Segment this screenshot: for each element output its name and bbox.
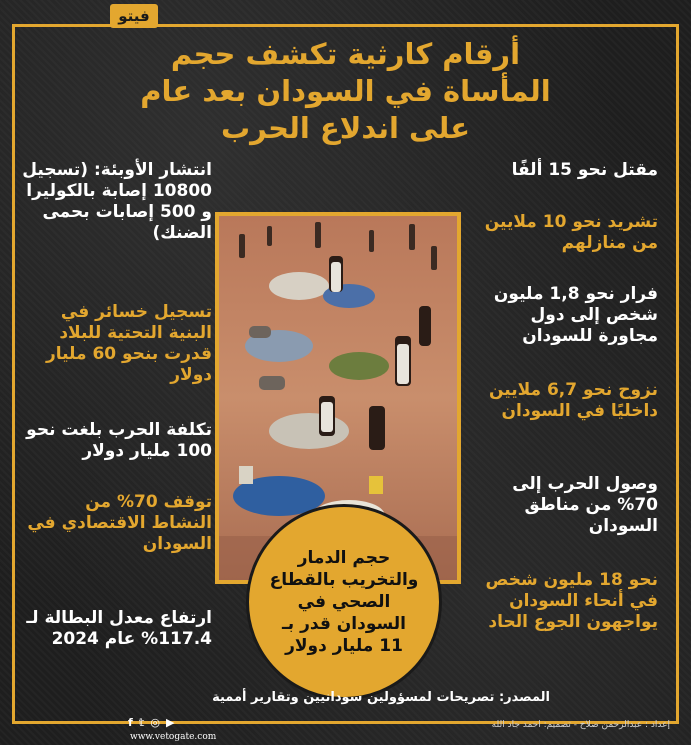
brand-logo[interactable]: فيتو — [110, 4, 158, 28]
fact-fled-abroad: فرار نحو 1,8 مليون شخص إلى دول مجاورة للسودان — [493, 284, 658, 346]
title-line-1: أرقام كارثية تكشف حجم — [170, 37, 521, 71]
fact-epidemics: انتشار الأوبئة: (تسجيل 10800 إصابة بالكوليرا و 500 إصابات بحمى الضنك) — [22, 160, 212, 243]
fact-war-coverage: وصول الحرب إلى 70% من مناطق السودان — [512, 474, 658, 536]
health-sector-circle — [246, 504, 442, 700]
fact-hunger: نحو 18 مليون شخص في أنحاء السودان يواجهون الجوع الحاد — [485, 570, 658, 632]
facebook-icon[interactable]: f — [128, 716, 133, 729]
fact-unemployment: ارتفاع معدل البطالة لـ 117.4% عام 2024 — [26, 608, 212, 649]
fact-war-cost: تكلفة الحرب بلغت نحو 100 مليار دولار — [26, 420, 212, 461]
title-line-2: المأساة في السودان بعد عام — [140, 74, 551, 108]
circle-text: حجم الدمار والتخريب بالقطاع الصحي في السودان قدر بـ 11 مليار دولار — [269, 548, 419, 656]
youtube-icon[interactable]: ▶ — [165, 716, 175, 729]
twitter-icon[interactable]: 𝕥 — [138, 716, 145, 729]
social-icons — [128, 716, 174, 729]
fact-economy-halt: توقف 70% من النشاط الاقتصادي في السودان — [27, 492, 212, 554]
title-line-3: على اندلاع الحرب — [220, 111, 471, 145]
instagram-icon[interactable]: ◎ — [150, 716, 160, 729]
frame-border-right — [676, 24, 679, 724]
fact-infrastructure-losses: تسجيل خسائر في البنية التحتية للبلاد قدرت بنحو 60 مليار دولار — [45, 302, 212, 385]
credits-note: إعداد : عبدالرحمن صلاح - تصميم: احمد جاد الله — [491, 720, 670, 730]
fact-displaced-homes: تشريد نحو 10 ملايين من منازلهم — [484, 212, 658, 253]
page-title — [60, 36, 631, 147]
fact-killed: مقتل نحو 15 ألفًا — [511, 160, 658, 180]
fact-internally-displaced: نزوح نحو 6,7 ملايين داخليًا في السودان — [488, 380, 658, 421]
frame-border-left — [12, 24, 15, 724]
website-link[interactable]: www.vetogate.com — [130, 732, 217, 742]
source-note: المصدر: تصريحات لمسؤولين سودانيين وتقارير أممية — [212, 690, 550, 705]
